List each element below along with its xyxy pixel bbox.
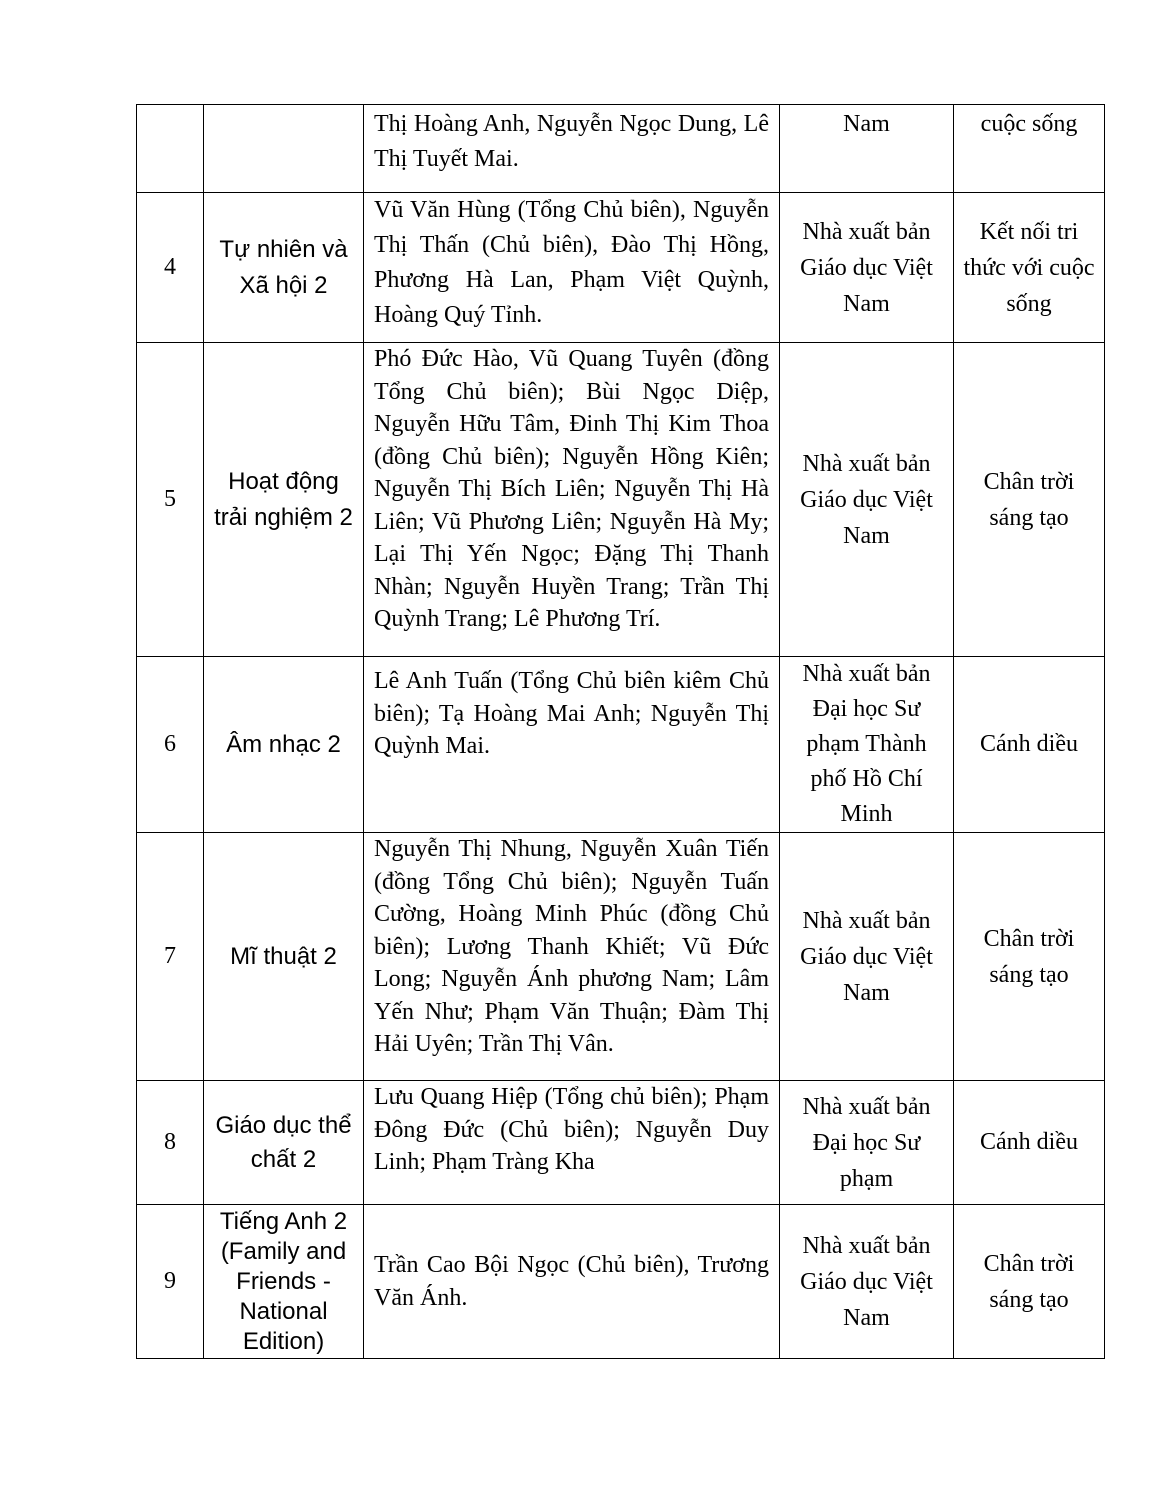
row-number: 6 bbox=[137, 657, 204, 833]
row-number bbox=[137, 105, 204, 193]
book-authors: Phó Đức Hào, Vũ Quang Tuyên (đồng Tổng Chủ biên); Bùi Ngọc Diệp, Nguyễn Hữu Tâm, Đinh Thị Kim Thoa (đồng Chủ biên); Nguyễn Hồng Kiên; Nguyễn Thị Bích Liên; Nguyễn Thị Hà Liên; Vũ Phương Liên; Nguyễn Hà My; Lại Thị Yến Ngọc; Đặng Thị Thanh Nhàn; Nguyễn Huyền Trang; Trần Thị Quỳnh Trang; Lê Phương Trí. bbox=[364, 343, 780, 657]
book-authors: Lưu Quang Hiệp (Tổng chủ biên); Phạm Đông Đức (Chủ biên); Nguyễn Duy Linh; Phạm Tràng Kha bbox=[364, 1081, 780, 1205]
textbook-table bbox=[136, 104, 1105, 1359]
book-title bbox=[204, 105, 364, 193]
book-series: cuộc sống bbox=[954, 105, 1105, 193]
book-authors: Lê Anh Tuấn (Tổng Chủ biên kiêm Chủ biên); Tạ Hoàng Mai Anh; Nguyễn Thị Quỳnh Mai. bbox=[364, 657, 780, 833]
book-series: Chân trời sáng tạo bbox=[954, 1205, 1105, 1359]
book-authors: Trần Cao Bội Ngọc (Chủ biên), Trương Văn Ánh. bbox=[364, 1205, 780, 1359]
row-number: 9 bbox=[137, 1205, 204, 1359]
row-number: 4 bbox=[137, 193, 204, 343]
table-row bbox=[137, 833, 1105, 1081]
table-row bbox=[137, 657, 1105, 833]
book-series: Kết nối tri thức với cuộc sống bbox=[954, 193, 1105, 343]
row-number: 7 bbox=[137, 833, 204, 1081]
book-publisher: Nhà xuất bản Giáo dục Việt Nam bbox=[780, 833, 954, 1081]
book-title: Âm nhạc 2 bbox=[204, 657, 364, 833]
book-title: Tự nhiên và Xã hội 2 bbox=[204, 193, 364, 343]
book-series: Chân trời sáng tạo bbox=[954, 343, 1105, 657]
table-row bbox=[137, 193, 1105, 343]
book-series: Cánh diều bbox=[954, 657, 1105, 833]
book-publisher: Nhà xuất bản Đại học Sư phạm Thành phố Hồ Chí Minh bbox=[780, 657, 954, 833]
book-publisher: Nhà xuất bản Giáo dục Việt Nam bbox=[780, 1205, 954, 1359]
book-title: Giáo dục thể chất 2 bbox=[204, 1081, 364, 1205]
book-authors: Thị Hoàng Anh, Nguyễn Ngọc Dung, Lê Thị Tuyết Mai. bbox=[364, 105, 780, 193]
book-publisher: Nhà xuất bản Giáo dục Việt Nam bbox=[780, 343, 954, 657]
book-publisher: Nhà xuất bản Giáo dục Việt Nam bbox=[780, 193, 954, 343]
book-title: Tiếng Anh 2 (Family and Friends - National Edition) bbox=[204, 1205, 364, 1359]
book-series: Chân trời sáng tạo bbox=[954, 833, 1105, 1081]
book-title: Hoạt động trải nghiệm 2 bbox=[204, 343, 364, 657]
table-row bbox=[137, 105, 1105, 193]
table-row bbox=[137, 1081, 1105, 1205]
book-authors: Vũ Văn Hùng (Tổng Chủ biên), Nguyễn Thị Thấn (Chủ biên), Đào Thị Hồng, Phương Hà Lan, Phạm Việt Quỳnh, Hoàng Quý Tỉnh. bbox=[364, 193, 780, 343]
book-authors: Nguyễn Thị Nhung, Nguyễn Xuân Tiến (đồng Tổng Chủ biên); Nguyễn Tuấn Cường, Hoàng Minh Phúc (đồng Chủ biên); Lương Thanh Khiết; Vũ Đức Long; Nguyễn Ánh phương Nam; Lâm Yến Như; Phạm Văn Thuận; Đàm Thị Hải Uyên; Trần Thị Vân. bbox=[364, 833, 780, 1081]
book-title: Mĩ thuật 2 bbox=[204, 833, 364, 1081]
book-series: Cánh diều bbox=[954, 1081, 1105, 1205]
book-publisher: Nhà xuất bản Đại học Sư phạm bbox=[780, 1081, 954, 1205]
book-publisher: Nam bbox=[780, 105, 954, 193]
row-number: 5 bbox=[137, 343, 204, 657]
table-row bbox=[137, 1205, 1105, 1359]
table-row bbox=[137, 343, 1105, 657]
row-number: 8 bbox=[137, 1081, 204, 1205]
